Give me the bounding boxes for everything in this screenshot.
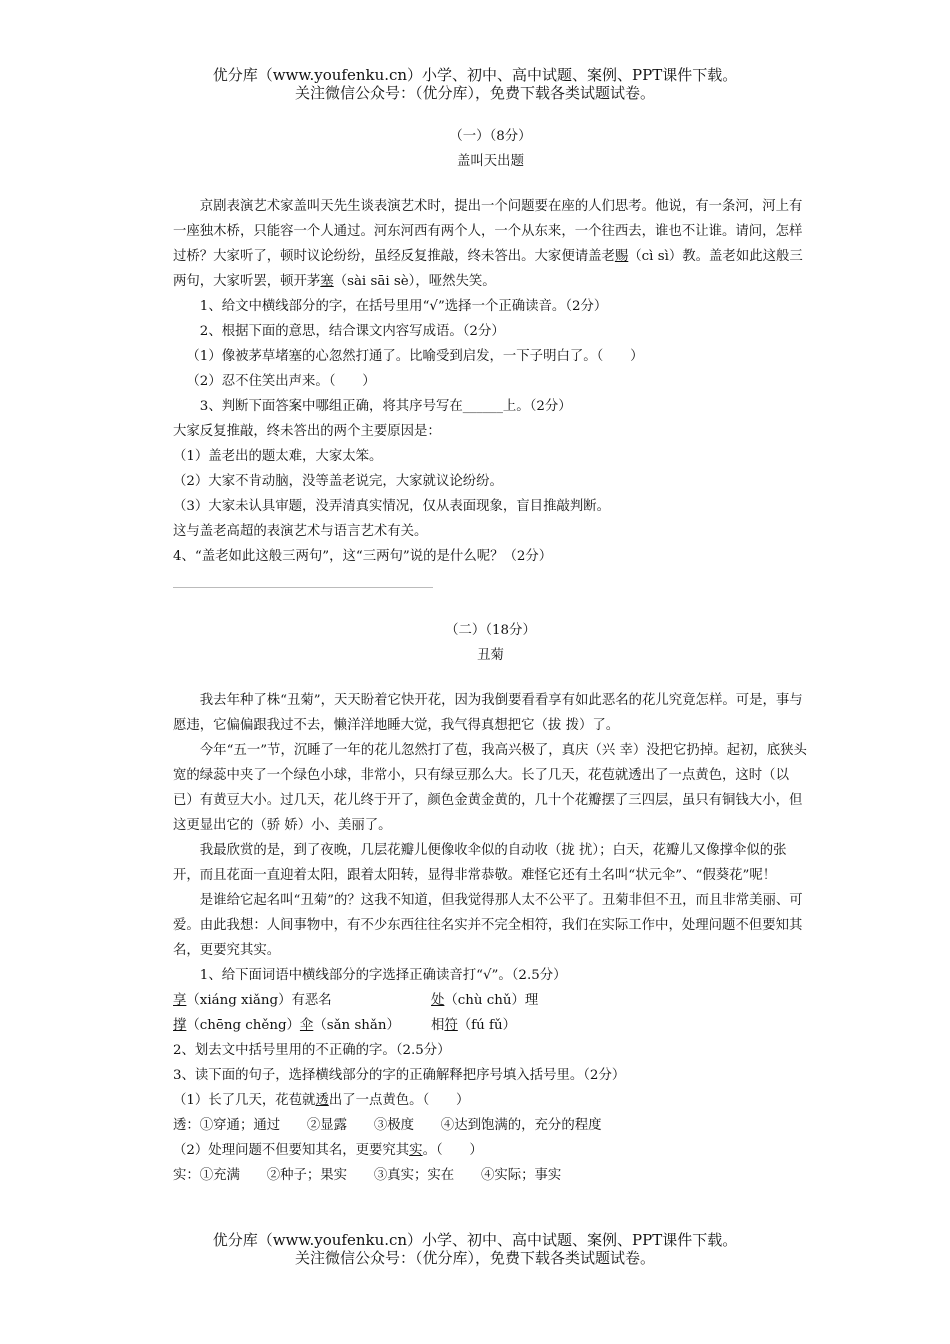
passage-text: （sài sāi sè），哑然失笑。 — [333, 274, 496, 289]
sentence-text: （2）处理问题不但要知其名，更要究其 — [173, 1143, 410, 1158]
footer-line-2: 关注微信公众号：（优分库），免费下载各类试题试卷。 — [294, 1249, 655, 1267]
section-1-score: （一）（8分） — [449, 129, 532, 144]
underlined-char: 符 — [444, 1018, 458, 1033]
question-3-option-3: （3）大家未认具审题，没弄清真实情况，仅从表面现象，盲目推敲判断。 — [173, 499, 611, 514]
question-3-option-1: （1）盖老出的题太难，大家太笨。 — [173, 449, 383, 464]
header-line-2: 关注微信公众号：（优分库），免费下载各类试题试卷。 — [294, 84, 655, 102]
underlined-char: 实 — [409, 1143, 423, 1158]
passage-text: （cì sì）教。盖老如此这般三两句，大家听罢，顿开茅 — [173, 249, 803, 289]
question-1: 1、给文中横线部分的字，在括号里用“√”选择一个正确读音。（2分） — [199, 299, 608, 314]
page-footer — [0, 1231, 950, 1267]
pinyin-options: （fú fǔ） — [457, 1018, 516, 1033]
plain-char: 相 — [431, 1018, 445, 1033]
sentence-text: （1）长了几天，花苞就 — [173, 1093, 316, 1108]
section-2-paragraph-1: 我去年种了株“丑菊”，天天盼着它快开花，因为我倒要看看享有如此恶名的花儿究竟怎样。可是，事与愿违，它偏偏跟我过不去，懒洋洋地睡大觉，我气得真想把它（拔 拨）了。 — [173, 693, 803, 733]
footer-line-1: 优分库（www.youfenku.cn）小学、初中、高中试题、案例、PPT课件下载。 — [212, 1231, 738, 1249]
page-header — [0, 66, 950, 102]
question-3-intro: 大家反复推敲，终未答出的两个主要原因是： — [173, 424, 441, 439]
pinyin-options: （chù chǔ）理 — [444, 993, 539, 1008]
s2-question-1-row-2 — [173, 1013, 808, 1038]
passage-text: 京剧表演艺术家盖叫天先生谈表演艺术时，提出一个问题要在座的人们思考。他说，有一条河，河上有一座独木桥，只能容一个人通过。河东河西有两个人，一个从东来，一个往西去，谁也不让谁。请问，怎样过桥？大家听了，顿时议论纷纷，虽经反复推敲，终未答出。大家便请盖老 — [173, 199, 803, 264]
header-line-1: 优分库（www.youfenku.cn）小学、初中、高中试题、案例、PPT课件下载。 — [212, 66, 738, 84]
sentence-text: 出了一点黄色。（ ） — [328, 1093, 470, 1108]
s2-question-1: 1、给下面词语中横线部分的字选择正确读音打“√”。（2.5分） — [199, 968, 567, 983]
s2-question-1-row-1 — [173, 988, 808, 1013]
s2-question-3-sentence-2 — [173, 1138, 808, 1163]
underlined-char: 撑 — [173, 1018, 187, 1033]
question-2-a: （1）像被茅草堵塞的心忽然打通了。比喻受到启发，一下子明白了。（ ） — [186, 349, 644, 364]
pinyin-options: （chēng chěng） — [186, 1018, 300, 1033]
section-1-title: 盖叫天出题 — [457, 154, 524, 169]
question-2: 2、根据下面的意思，结合课文内容写成语。（2分） — [199, 324, 505, 339]
question-3-option-2: （2）大家不肯动脑，没等盖老说完，大家就议论纷纷。 — [173, 474, 503, 489]
pinyin-item — [173, 1013, 431, 1038]
question-3-option-4: 这与盖老高超的表演艺术与语言艺术有关。 — [173, 524, 428, 539]
underlined-char: 享 — [173, 993, 187, 1008]
section-2-paragraph-2: 今年“五一”节，沉睡了一年的花儿忽然打了苞，我高兴极了，真庆（兴 幸）没把它扔掉。起初，底狭头宽的绿蕊中夹了一个绿色小球，非常小，只有绿豆那么大。长了几天，花苞就透出了一点黄色，这时（以 已）有黄豆大小。过几天，花儿终于开了，颜色金黄金黄的，几十个花瓣摆了三四层，虽只有铜钱大小，但这更显出它的（骄 娇）小、美丽了。 — [173, 743, 807, 833]
section-2-paragraph-3: 我最欣赏的是，到了夜晚，几层花瓣儿便像收伞似的自动收（拢 扰）；白天，花瓣儿又像撑伞似的张开，而且花面一直迎着太阳，跟着太阳转，显得非常恭敬。难怪它还有土名叫“状元伞”、“假葵花”呢！ — [173, 843, 787, 883]
pinyin-item — [431, 988, 538, 1013]
s2-question-3-options-1: 透：①穿通；通过 ②显露 ③极度 ④达到饱满的，充分的程度 — [173, 1118, 602, 1133]
underlined-char: 透 — [315, 1093, 329, 1108]
s2-question-3: 3、读下面的句子，选择横线部分的字的正确解释把序号填入括号里。（2分） — [173, 1068, 626, 1083]
pinyin-options: （sǎn shǎn） — [313, 1018, 400, 1033]
underlined-char: 处 — [431, 993, 445, 1008]
section-2-score: （二）（18分） — [445, 623, 536, 638]
section-1-passage — [173, 194, 808, 294]
underlined-char: 塞 — [320, 274, 334, 289]
underlined-char: 伞 — [299, 1018, 314, 1033]
section-2-title: 丑菊 — [477, 648, 504, 663]
pinyin-options: （xiáng xiǎng）有恶名 — [186, 993, 332, 1008]
s2-question-3-options-2: 实：①充满 ②种子；果实 ③真实；实在 ④实际；事实 — [173, 1168, 562, 1183]
pinyin-item — [431, 1013, 516, 1038]
exam-content — [173, 124, 808, 1188]
question-3: 3、判断下面答案中哪组正确，将其序号写在______上。（2分） — [199, 399, 572, 414]
s2-question-3-sentence-1 — [173, 1088, 808, 1113]
s2-question-2: 2、划去文中括号里用的不正确的字。（2.5分） — [173, 1043, 451, 1058]
question-2-b: （2）忍不住笑出声来。（ ） — [186, 374, 376, 389]
underlined-char: 赐 — [614, 249, 629, 264]
question-4: 4、“盖老如此这般三两句”，这“三两句”说的是什么呢？（2分） — [173, 549, 553, 564]
sentence-text: 。（ ） — [422, 1143, 483, 1158]
section-2-paragraph-4: 是谁给它起名叫“丑菊”的？这我不知道，但我觉得那人太不公平了。丑菊非但不丑，而且非常美丽、可爱。由此我想：人间事物中，有不少东西往往名实并不完全相符，我们在实际工作中，处理问题不但要知其名，更要究其实。 — [173, 893, 803, 958]
pinyin-item — [173, 988, 431, 1013]
